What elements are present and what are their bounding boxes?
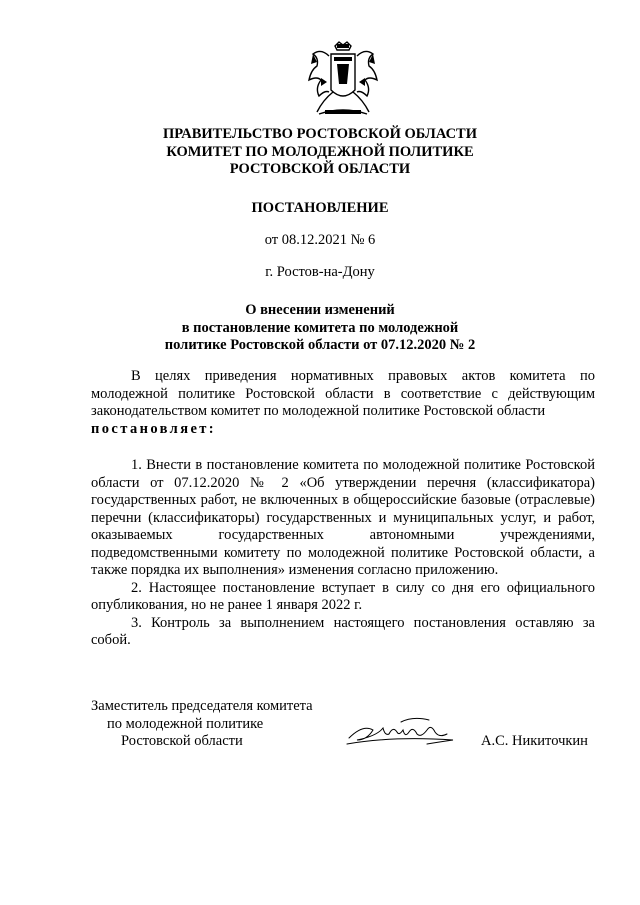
decides-word: постановляет: bbox=[91, 420, 217, 437]
item-1: 1. Внести в постановление комитета по молодежной политике Ростовской области от 07.12.2020 № 2 «Об утверждении перечня (классификатора) государственных работ, не включенных в общероссийские базовые (отраслевые) перечни (классификаторы) государственных и муниципальных услуг, и работ, оказываемых государственных автономными учреждениями, подведомственными комитету по молодежной политике Ростовской области, а также порядка их выполнения» изменения согласно приложению. bbox=[91, 457, 595, 578]
header-line-2: КОМИТЕТ ПО МОЛОДЕЖНОЙ ПОЛИТИКЕ bbox=[166, 143, 474, 160]
signatory-position-line-2: по молодежной политике bbox=[107, 716, 264, 732]
resolution-items bbox=[91, 457, 595, 650]
preamble bbox=[91, 368, 595, 438]
document-date: от 08.12.2021 № 6 bbox=[264, 232, 376, 248]
issuer-header bbox=[0, 126, 640, 179]
document-type: ПОСТАНОВЛЕНИЕ bbox=[251, 200, 389, 216]
subject-line-3: политике Ростовской области от 07.12.2020 № 2 bbox=[164, 337, 476, 353]
document-city: г. Ростов-на-Дону bbox=[265, 264, 375, 280]
signatory-position-line-1: Заместитель председателя комитета bbox=[91, 698, 313, 714]
preamble-text: В целях приведения нормативных правовых актов комитета по молодежной политике Ростовской области в соответствие с действующим законодательством комитет по молодежной политике Ростовской области bbox=[91, 368, 595, 419]
subject-line-1: О внесении изменений bbox=[245, 302, 395, 318]
item-3: 3. Контроль за выполнением настоящего постановления оставляю за собой. bbox=[91, 614, 595, 648]
subject-line-2: в постановление комитета по молодежной bbox=[181, 319, 459, 336]
coat-of-arms-emblem bbox=[303, 40, 383, 122]
header-line-3: РОСТОВСКОЙ ОБЛАСТИ bbox=[229, 161, 411, 177]
signatory-position-line-3: Ростовской области bbox=[121, 733, 243, 749]
signatory-name: А.С. Никиточкин bbox=[481, 733, 588, 749]
handwritten-signature bbox=[343, 714, 475, 750]
header-line-1: ПРАВИТЕЛЬСТВО РОСТОВСКОЙ ОБЛАСТИ bbox=[162, 126, 477, 142]
item-2: 2. Настоящее постановление вступает в силу со дня его официального опубликования, но не ранее 1 января 2022 г. bbox=[91, 579, 595, 613]
document-subject bbox=[0, 302, 640, 355]
